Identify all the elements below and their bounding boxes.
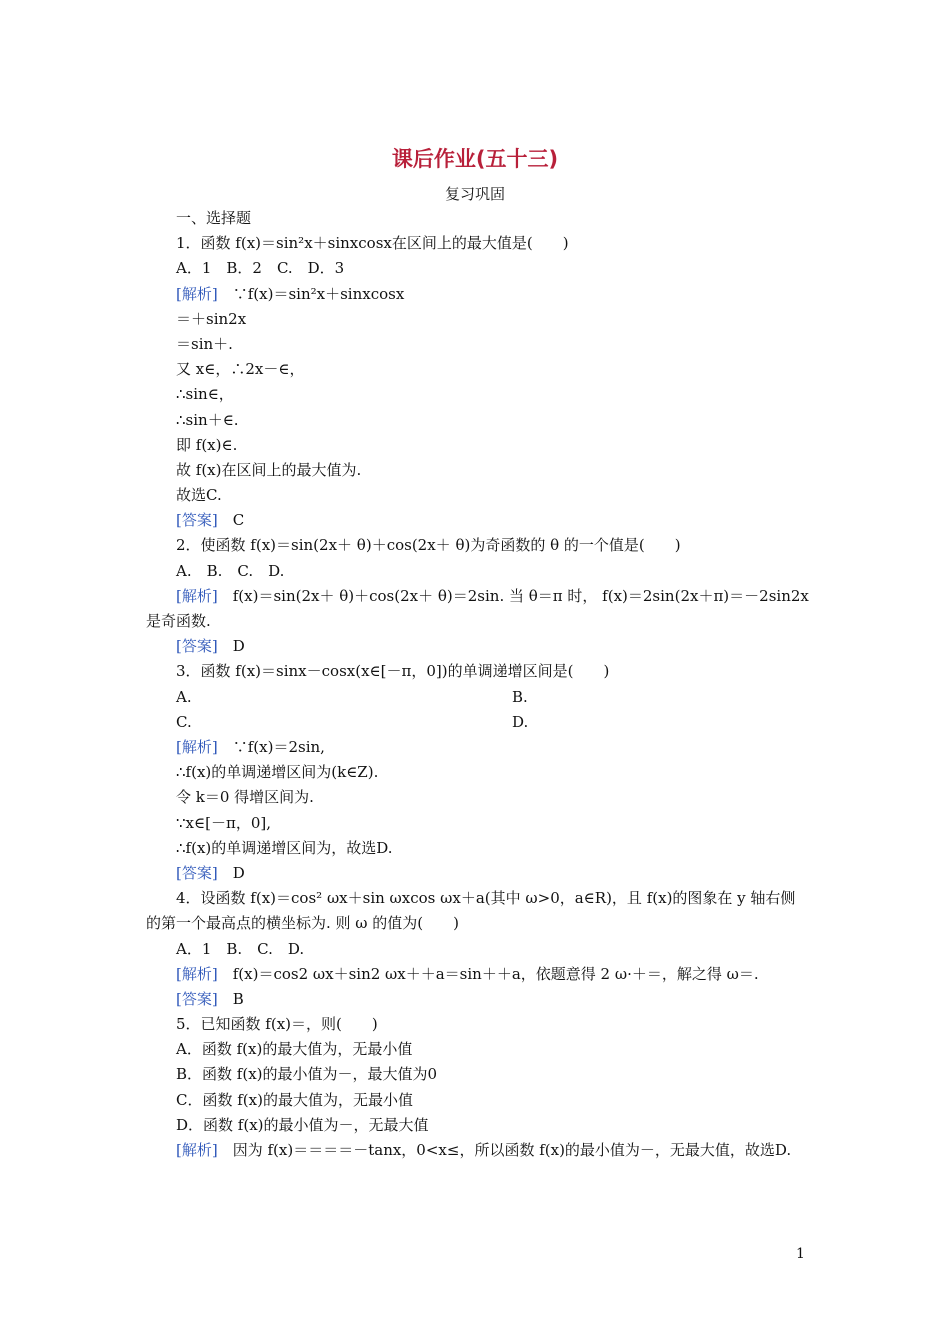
option-b: B.	[512, 687, 528, 706]
option-d: D．函数 f(x)的最小值为－，无最大值	[176, 1115, 429, 1134]
answer-value: D	[232, 637, 245, 656]
question-5-analysis	[146, 1138, 810, 1163]
analysis-line: 令 k＝0 得增区间为.	[176, 788, 314, 807]
page-number: 1	[796, 1246, 805, 1262]
analysis-tag: [解析]	[176, 284, 218, 303]
question-2-analysis	[146, 584, 810, 634]
section-subtitle: 复习巩固	[444, 185, 505, 203]
analysis-text: f(x)＝cos2 ωx＋sin2 ωx＋＋a＝sin＋＋a，依题意得 2 ω·＋＝，解之得 ω＝.	[232, 964, 759, 983]
section-heading: 一、选择题	[176, 209, 252, 227]
analysis-tag: [解析]	[176, 1141, 218, 1160]
analysis-text: ∵f(x)＝sin²x＋sinxcosx	[232, 284, 405, 303]
analysis-tag: [解析]	[176, 964, 218, 983]
analysis-line: 即 f(x)∈.	[176, 435, 238, 454]
analysis-text: ∵f(x)＝2sin,	[232, 737, 325, 756]
option-c: C.	[176, 712, 192, 731]
analysis-line: 故选C.	[176, 486, 222, 505]
question-2-answer	[146, 634, 810, 659]
question-4-answer	[146, 987, 810, 1012]
analysis-line: ∴sin＋∈.	[176, 410, 239, 429]
question-3-stem: 3．函数 f(x)＝sinx－cosx(x∈[－π，0])的单调递增区间是( )	[176, 662, 610, 681]
analysis-line: 故 f(x)在区间上的最大值为.	[176, 460, 362, 479]
analysis-line: 又 x∈，∴2x－∈，	[176, 360, 305, 379]
question-3-answer	[146, 861, 810, 886]
answer-tag: [答案]	[176, 637, 218, 656]
question-2-options: A. B. C. D.	[176, 561, 285, 580]
option-d: D.	[512, 712, 529, 731]
analysis-tag: [解析]	[176, 586, 218, 605]
answer-value: C	[232, 511, 245, 530]
analysis-line: ∴f(x)的单调递增区间为(k∈Z).	[176, 763, 379, 782]
answer-tag: [答案]	[176, 863, 218, 882]
document-body	[146, 206, 810, 1163]
question-1-answer	[146, 508, 810, 533]
answer-tag: [答案]	[176, 989, 218, 1008]
question-1-options: A．1 B．2 C. D．3	[176, 259, 345, 278]
page-title: 课后作业(五十三)	[391, 147, 559, 171]
option-a: A.	[176, 687, 192, 706]
question-2-stem: 2．使函数 f(x)＝sin(2x＋ θ)＋cos(2x＋ θ)为奇函数的 θ 的一个值是( )	[176, 536, 681, 555]
question-4-analysis	[146, 962, 810, 987]
question-5-stem: 5．已知函数 f(x)＝，则( )	[176, 1015, 378, 1034]
option-c: C．函数 f(x)的最大值为，无最小值	[176, 1090, 413, 1109]
analysis-tag: [解析]	[176, 737, 218, 756]
option-a: A．函数 f(x)的最大值为，无最小值	[176, 1040, 413, 1059]
analysis-text: 因为 f(x)＝＝＝＝－tanx，0<x≤，所以函数 f(x)的最小值为－，无最大值，故选D.	[232, 1141, 792, 1160]
question-3-options-row-2	[146, 710, 810, 735]
analysis-line: ∴f(x)的单调递增区间为，故选D.	[176, 838, 393, 857]
option-b: B．函数 f(x)的最小值为－，最大值为0	[176, 1065, 438, 1084]
analysis-line: ∴sin∈，	[176, 385, 234, 404]
question-4-stem: 4．设函数 f(x)＝cos² ωx＋sin ωxcos ωx＋a(其中 ω>0，a∈R)，且 f(x)的图象在 y 轴右侧的第一个最高点的横坐标为. 则 ω 的值为( )	[146, 889, 796, 933]
question-3-options-row-1	[146, 685, 810, 710]
answer-value: B	[232, 989, 244, 1008]
question-1-analysis-first	[146, 282, 810, 307]
answer-tag: [答案]	[176, 511, 218, 530]
answer-value: D	[232, 863, 245, 882]
question-1-stem: 1．函数 f(x)＝sin²x＋sinxcosx在区间上的最大值是( )	[176, 234, 569, 253]
question-3-analysis-first	[146, 735, 810, 760]
analysis-text: f(x)＝sin(2x＋ θ)＋cos(2x＋ θ)＝2sin. 当 θ＝π 时， f(x)＝2sin(2x＋π)＝－2sin2x是奇函数.	[146, 586, 809, 631]
question-4-options: A．1 B. C. D.	[176, 939, 305, 958]
analysis-line: ∵x∈[－π，0],	[176, 813, 271, 832]
analysis-line: ＝＋sin2x	[176, 309, 247, 328]
analysis-line: ＝sin＋.	[176, 334, 233, 353]
